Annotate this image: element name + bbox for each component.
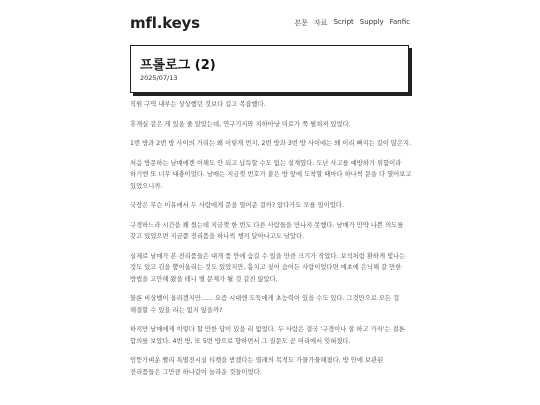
- nav-item-fanfic[interactable]: Fanfic: [389, 18, 410, 26]
- paragraph: 휴게실 같은 게 있을 줄 알았는데, 연구기지와 지하마냥 미로가 쭉 펼쳐져 있었다.: [130, 120, 351, 128]
- paragraph: 언뜻가벼운 빨리 특별전시실 티켓을 받겠다는 열래의 목적도 가물가물해졌다. 방 안에 보관된 전리품들은 그만큼 하나같이 놀라운 것들이었다.: [130, 357, 384, 376]
- nav-item-script[interactable]: Script: [333, 18, 354, 26]
- nav-item-supply[interactable]: Supply: [359, 18, 384, 26]
- paragraph: 직원 구역 내부는 상상했던 것보다 길고 복잡했다.: [130, 101, 266, 108]
- post-title: 프롤로그 (2): [140, 58, 216, 73]
- paragraph: 하지만 남매에게 이렇다 할 만한 답이 있을 리 없었다. 두 사람은 결국 '구경이나 잘 하고 가자'는 결론 합의를 보았다. 4번 방, 또 5번 방으로 향하면서 그 질문도 곧 머리에서 잊혀졌다.: [130, 326, 405, 345]
- paragraph: 처음 방문하는 남매에겐 이해도 안 되고 납득할 수도 없는 설계였다. 도난 사고를 예방하기 위함이라 하기엔 또 너무 대충이었다. 남매는 지금껏 번호가 붙은 방 앞에 도착할 때마다 하나씩 문을 다 열어보고 있었으니까.: [130, 159, 412, 190]
- site-logo[interactable]: mfl.keys: [130, 14, 200, 32]
- post-title-card: [130, 45, 409, 93]
- paragraph: 실제로 남매가 본 전리품들은 대개 품 안에 숨길 수 있을 만큼 크기가 작았다. 보석처럼 환하게 빛나는 것도 있고 김을 뿜어올리는 것도 있었지만, 훔치고 싶어 숨어든 사람이었다면 애초에 은닉해 갈 만한 방법을 고안해 왔을 테니 별 문제가 될 것 같진 않았다.: [130, 252, 406, 283]
- nav-item-main[interactable]: 본문: [294, 19, 308, 27]
- paragraph: 물론 비상벨이 울리겠지만...... 요즘 시대엔 도둑에게 초능력이 있을 수도 있다. 그것만으로 모든 걸 해결할 수 있을 리는 없지 않을까?: [130, 295, 400, 314]
- paragraph: 국장은 무슨 이유에서 두 사람에게 문을 열어준 걸까? 알다가도 모를 일이었다.: [130, 202, 344, 209]
- site-header: [130, 14, 412, 34]
- main-nav: [294, 18, 410, 28]
- nav-item-resources[interactable]: 자료: [313, 19, 328, 27]
- post-body: [130, 99, 412, 386]
- post-date: 2025/07/13: [140, 74, 178, 82]
- paragraph: 구경하느라 시간을 꽤 썼는데 지금껏 한 번도 다른 사람들을 만나지 못했다. 남매가 만약 나쁜 의도를 갖고 있었으면 지금쯤 전리품을 하나씩 챙겨 달아나고도 남았다.: [130, 221, 404, 240]
- paragraph: 1번 방과 2번 방 사이의 거리는 왜 이렇게 먼지, 2번 방과 3번 방 사이에는 왜 이리 빠지는 길이 많은지.: [130, 140, 412, 147]
